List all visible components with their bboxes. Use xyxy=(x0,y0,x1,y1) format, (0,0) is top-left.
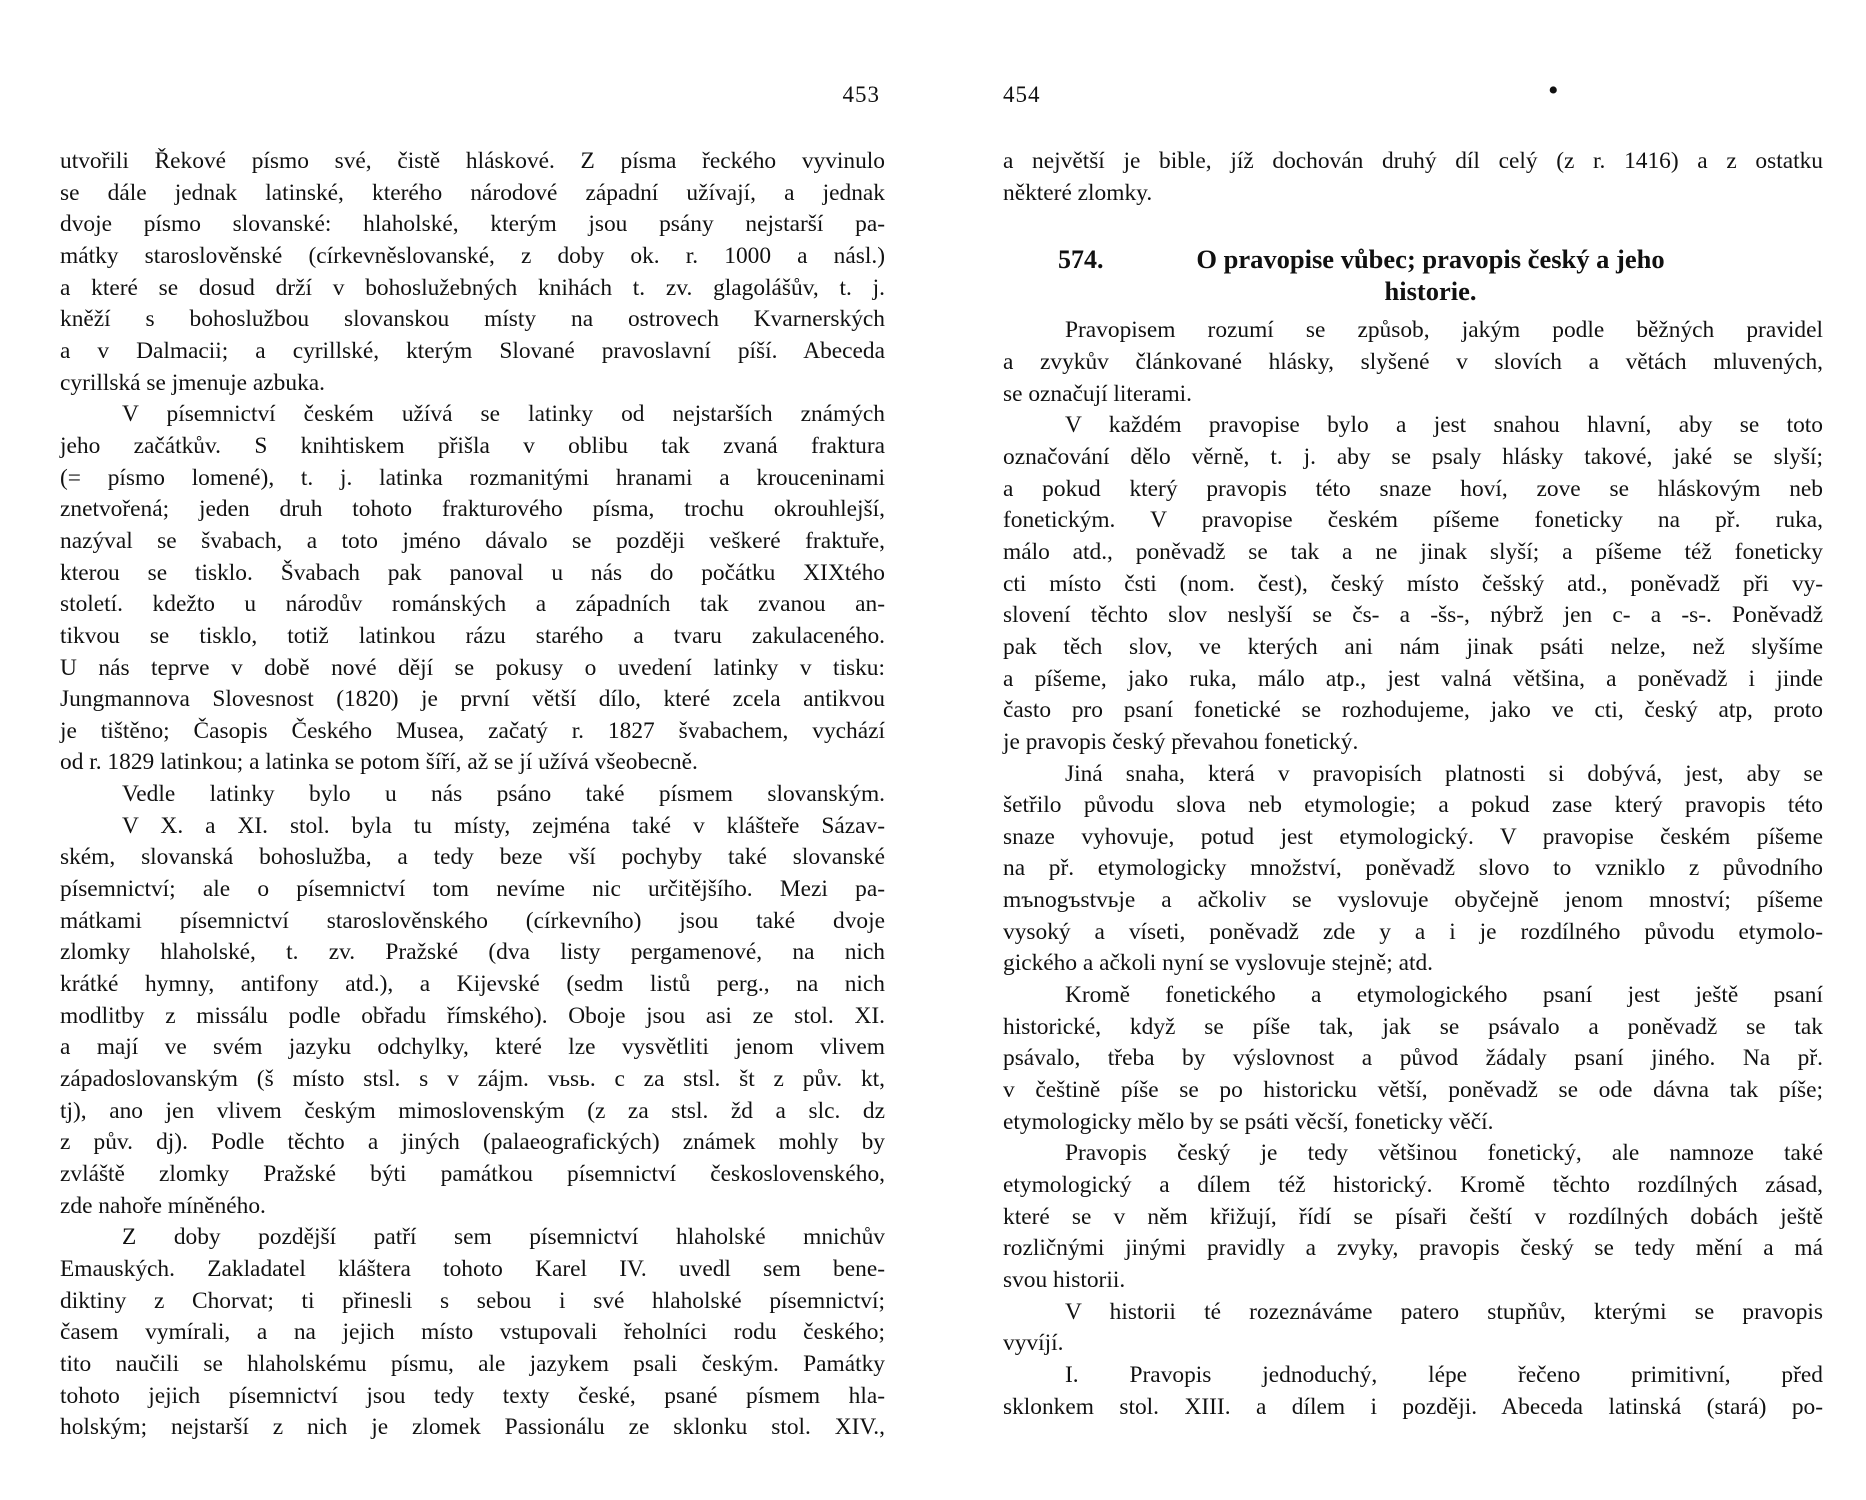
text-line: zlomky hlaholské, t. zv. Pražské (dva listy pergamenové, na nich xyxy=(60,939,885,966)
text-line: od r. 1829 latinkou; a latinka se potom šíří, až se jí užívá všeobecně. xyxy=(60,749,698,776)
text-line: cti místo čsti (nom. čest), český místo češský atd., poněvadž při vy- xyxy=(1003,570,1823,597)
page-number: 454 xyxy=(1003,82,1041,107)
text-line: a mají ve svém jazyku odchylky, které lze vysvětliti jenom vlivem xyxy=(60,1034,885,1061)
text-line: století. kdežto u národův románských a západních tak zvanou an- xyxy=(60,591,885,618)
text-line: označování dělo věrně, t. j. aby se psaly hlásky takové, jaké se slyší; xyxy=(1003,443,1823,470)
text-line: které se v něm křižují, řídí se písaři čeští v rozdílných dobách ještě xyxy=(1003,1203,1823,1230)
text-line: je tištěno; Časopis Českého Musea, začatý r. 1827 švabachem, vychází xyxy=(60,717,885,744)
text-line: Pravopis český je tedy většinou fonetický, ale namnoze také xyxy=(1065,1140,1823,1167)
text-line: psávalo, třeba by výslovnost a původ žádaly psaní jiného. Na př. xyxy=(1003,1045,1823,1072)
text-line: často pro psaní fonetické se rozhodujeme, jako ve cti, český atp, proto xyxy=(1003,697,1823,724)
text-line: kněží s bohoslužbou slovanskou místy na ostrovech Kvarnerských xyxy=(60,306,885,333)
text-line: dvoje písmo slovanské: hlaholské, kterým jsou psány nejstarší pa- xyxy=(60,211,885,238)
text-line: a které se dosud drží v bohoslužebných knihách t. zv. glagolášův, t. j. xyxy=(60,274,885,301)
text-line: časem vymírali, a na jejich místo vstupovali řeholníci rodu českého; xyxy=(60,1319,885,1346)
text-line: se označují literami. xyxy=(1003,380,1192,407)
text-line: Pravopisem rozumí se způsob, jakým podle běžných pravidel xyxy=(1065,317,1823,344)
text-line: na př. etymologicky množství, poněvadž slovo to vzniklo z původního xyxy=(1003,855,1823,882)
text-line: Jungmannova Slovesnost (1820) je první větší dílo, které zcela antikvou xyxy=(60,686,885,713)
text-line: mъnogъstvьje a ačkoliv se vyslovuje obyčejně jenom mnoství; píšeme xyxy=(1003,887,1823,914)
text-line: a největší je bible, jíž dochován druhý díl celý (z r. 1416) a z ostatku xyxy=(1003,148,1823,174)
text-line: Jiná snaha, která v pravopisích platnosti si dobývá, jest, aby se xyxy=(1065,760,1823,787)
text-line: vyvíjí. xyxy=(1003,1330,1064,1357)
text-line: a v Dalmacii; a cyrillské, kterým Slované pravoslavní píší. Abeceda xyxy=(60,337,885,364)
text-line: etymologický a dílem též historický. Kromě těchto rozdílných zásad, xyxy=(1003,1172,1823,1199)
left-page-text xyxy=(60,146,885,1444)
page-dot-mark: • xyxy=(1548,74,1559,107)
text-line: diktiny z Chorvat; ti přinesli s sebou i své hlaholské písemnictví; xyxy=(60,1287,885,1314)
text-line: tito naučili se hlaholskému písmu, ale jazykem psali českým. Památky xyxy=(60,1350,885,1377)
section-title-line: O pravopise vůbec; pravopis český a jeho xyxy=(1196,244,1665,275)
text-line: tikvou se tisklo, totiž latinkou rázu starého a tvaru zakulaceného. xyxy=(60,622,885,649)
text-line: (= písmo lomené), t. j. latinka rozmanitými hranami a krouceninami xyxy=(60,464,885,491)
text-line: pak těch slov, ve kterých ani nám jinak psáti nelze, než slyšíme xyxy=(1003,633,1823,660)
text-line: V X. a XI. stol. byla tu místy, zejména také v klášteře Sázav- xyxy=(122,812,885,839)
right-page xyxy=(1003,0,1823,1500)
text-line: znetvořená; jeden druh tohoto frakturového písma, trochu okrouhlejší, xyxy=(60,496,885,523)
text-line: V písemnictví českém užívá se latinky od nejstarších známých xyxy=(122,401,885,428)
text-line: ském, slovanská bohoslužba, a tedy beze vší pochyby také slovanské xyxy=(60,844,885,871)
text-line: mátkami písemnictví staroslověnského (církevního) jsou také dvoje xyxy=(60,907,885,934)
text-line: U nás teprve v době nové dějí se pokusy o uvedení latinky v tisku: xyxy=(60,654,885,681)
right-page-text xyxy=(1003,146,1823,1423)
text-line: modlitby z missálu podle obřadu římského). Oboje jsou asi ze stol. XI. xyxy=(60,1002,885,1029)
page-number: 453 xyxy=(842,82,880,107)
text-line: V každém pravopise bylo a jest snahou hlavní, aby se toto xyxy=(1065,412,1823,439)
text-line: některé zlomky. xyxy=(1003,179,1153,206)
text-line: rozličnými jinými pravidly a zvyky, pravopis český se tedy mění a má xyxy=(1003,1235,1823,1262)
text-line: I. Pravopis jednoduchý, lépe řečeno primitivní, před xyxy=(1065,1361,1823,1388)
text-line: se dále jednak latinské, kterého národové západní užívají, a jednak xyxy=(60,179,885,206)
text-line: jeho začátkův. S knihtiskem přišla v oblibu tak zvaná fraktura xyxy=(60,432,885,459)
text-line: mátky staroslověnské (církevněslovanské, z doby ok. r. 1000 a násl.) xyxy=(60,242,885,269)
text-line: a píšeme, jako ruka, málo atp., jest valná většina, a poněvadž i jinde xyxy=(1003,665,1823,692)
left-page xyxy=(60,0,885,1500)
text-line: Emauských. Zakladatel kláštera tohoto Karel IV. uvedl sem bene- xyxy=(60,1255,885,1282)
text-line: etymologicky mělo by se psáti věcší, foneticky věčí. xyxy=(1003,1108,1494,1135)
text-line: Vedle latinky bylo u nás psáno také písmem slovanským. xyxy=(122,781,885,808)
text-line: nazýval se švabach, a toto jméno dávalo se později veškeré fraktuře, xyxy=(60,527,885,554)
text-line: Z doby pozdější patří sem písemnictví hlaholské mnichův xyxy=(122,1224,885,1251)
text-line: cyrillská se jmenuje azbuka. xyxy=(60,369,325,396)
text-line: kterou se tisklo. Švabach pak panoval u nás do počátku XIXtého xyxy=(60,559,885,586)
text-line: fonetickým. V pravopise českém píšeme foneticky na př. ruka, xyxy=(1003,507,1823,534)
text-line: gického a ačkoli nyní se vyslovuje stejně; atd. xyxy=(1003,950,1434,977)
text-line: tj), ano jen vlivem českým mimoslovenským (z za stsl. žd a slc. dz xyxy=(60,1097,885,1124)
text-before-heading xyxy=(1003,146,1823,209)
text-after-heading xyxy=(1003,315,1823,1423)
text-line: svou historii. xyxy=(1003,1267,1126,1293)
text-line: utvořili Řekové písmo své, čistě hláskové. Z písma řeckého vyvinulo xyxy=(60,148,885,174)
text-line: sklonkem stol. XIII. a dílem i později. Abeceda latinská (stará) po- xyxy=(1003,1393,1823,1420)
text-line: a pokud který pravopis této snaze hoví, zove se hláskovým neb xyxy=(1003,475,1823,502)
text-line: tohoto jejich písemnictví jsou tedy texty české, psané písmem hla- xyxy=(60,1382,885,1409)
text-line: a zvykův článkované hlásky, slyšené v slovích a větách mluvených, xyxy=(1003,348,1823,375)
text-line: zde nahoře míněného. xyxy=(60,1192,266,1219)
text-line: krátké hymny, antifony atd.), a Kijevské (sedm listů perg., na nich xyxy=(60,971,885,998)
section-title-line: historie. xyxy=(1384,276,1477,307)
text-line: západoslovanským (š místo stsl. s v zájm. vьsь. c za stsl. št z pův. kt, xyxy=(60,1066,885,1093)
text-line: málo atd., poněvadž se tak a ne jinak slyší; a píšeme též foneticky xyxy=(1003,538,1823,565)
text-line: šetřilo původu slova neb etymologie; a pokud zase který pravopis této xyxy=(1003,792,1823,819)
text-line: vysoký a víseti, poněvadž zde y a i je rozdílného původu etymolo- xyxy=(1003,918,1823,945)
text-line: v češtině píše se po historicku větší, poněvadž se ode dávna tak píše; xyxy=(1003,1077,1823,1104)
text-line: Kromě fonetického a etymologického psaní jest ještě psaní xyxy=(1065,982,1823,1009)
text-line: V historii té rozeznáváme patero stupňův, kterými se pravopis xyxy=(1065,1298,1823,1325)
section-title xyxy=(1108,243,1823,307)
text-line: snaze vyhovuje, potud jest etymologický. V pravopise českém píšeme xyxy=(1003,823,1823,850)
text-line: zvláště zlomky Pražské býti památkou písemnictví československého, xyxy=(60,1161,885,1187)
section-heading xyxy=(1003,243,1823,307)
text-line: slovení těchto slov neslyší se čs- a -šs-, nýbrž jen c- a -s-. Poněvadž xyxy=(1003,602,1823,629)
text-line: historické, když se píše tak, jak se psávalo a poněvadž se tak xyxy=(1003,1013,1823,1040)
text-line: holským; nejstarší z nich je zlomek Passionálu ze sklonku stol. XIV., xyxy=(60,1414,885,1441)
text-line: písemnictví; ale o písemnictví tom nevíme nic určitějšího. Mezi pa- xyxy=(60,876,885,903)
text-line: je pravopis český převahou fonetický. xyxy=(1003,728,1359,755)
section-number: 574. xyxy=(1058,245,1104,275)
text-line: z pův. dj). Podle těchto a jiných (palaeografických) známek mohly by xyxy=(60,1129,885,1156)
